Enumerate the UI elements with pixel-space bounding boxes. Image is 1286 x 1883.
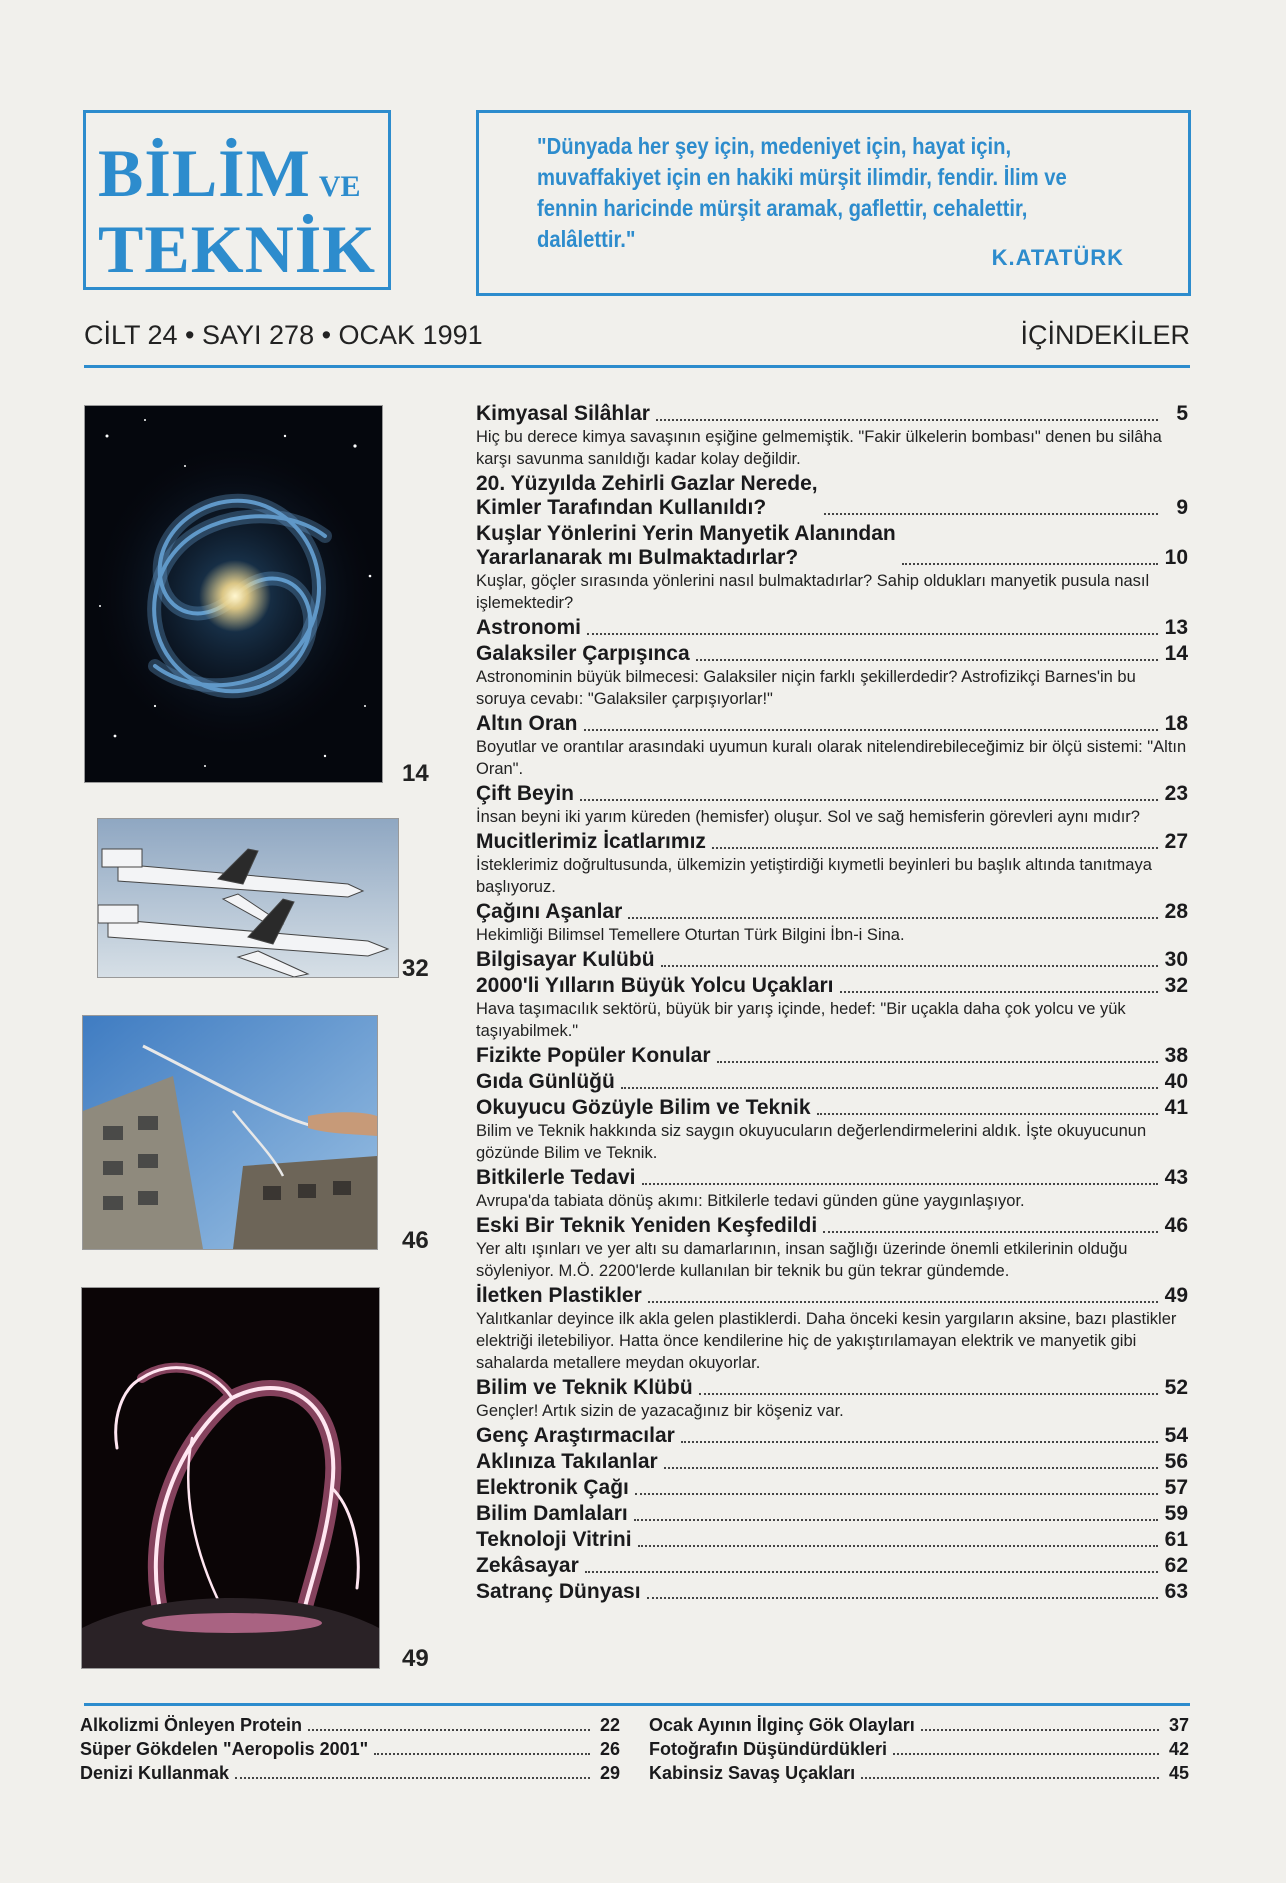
toc-entry-title: Fotoğrafın Düşündürdükleri bbox=[649, 1739, 887, 1759]
toc-entry-row bbox=[649, 1762, 1189, 1784]
toc-entry-row bbox=[649, 1714, 1189, 1736]
toc-entry-row bbox=[476, 1554, 1188, 1578]
toc-entry[interactable] bbox=[80, 1762, 620, 1784]
toc-entry[interactable] bbox=[476, 1528, 1188, 1552]
lightning-icon bbox=[82, 1288, 379, 1668]
toc-entry[interactable] bbox=[649, 1762, 1189, 1784]
toc-entry-title: Bilim Damlaları bbox=[476, 1502, 628, 1525]
toc-entry-page: 63 bbox=[1164, 1580, 1188, 1603]
toc-entry-description: Bilim ve Teknik hakkında siz saygın okuyucuların değerlendirmelerini aldık. İşte okuyucunun gözünde Bilim ve Teknik. bbox=[476, 1122, 1147, 1162]
bottom-list-right bbox=[649, 1714, 1189, 1786]
toc-entry[interactable] bbox=[476, 900, 1188, 946]
toc-entry[interactable] bbox=[476, 1284, 1188, 1374]
toc-entry-title: Bilgisayar Kulübü bbox=[476, 948, 655, 971]
toc-entry-page: 13 bbox=[1164, 616, 1188, 639]
photo-page-49: 49 bbox=[402, 1645, 429, 1672]
toc-entry-row bbox=[476, 1284, 1188, 1308]
toc-entry-row bbox=[476, 1096, 1188, 1120]
toc-entry-title: Altın Oran bbox=[476, 712, 578, 735]
toc-entry-row bbox=[476, 1070, 1188, 1094]
toc-entry-row bbox=[476, 948, 1188, 972]
toc-entry-page: 14 bbox=[1164, 642, 1188, 665]
toc-entry-title: Kabinsiz Savaş Uçakları bbox=[649, 1763, 856, 1783]
toc-entry[interactable] bbox=[476, 1476, 1188, 1500]
table-of-contents bbox=[476, 402, 1188, 1606]
toc-entry-title: Mucitlerimiz İcatlarımız bbox=[476, 830, 706, 853]
toc-entry-title: Bilim ve Teknik Klübü bbox=[476, 1376, 693, 1399]
toc-entry-page: 28 bbox=[1164, 900, 1188, 923]
toc-entry-row bbox=[476, 1580, 1188, 1604]
toc-entry-title: Galaksiler Çarpışınca bbox=[476, 642, 690, 665]
toc-entry-page: 26 bbox=[599, 1739, 620, 1759]
toc-entry-row bbox=[476, 472, 1188, 520]
dot-leader bbox=[696, 659, 1158, 661]
toc-entry[interactable] bbox=[476, 616, 1188, 640]
logo-word-ve: VE bbox=[318, 170, 361, 203]
logo-word-teknik: TEKNİK bbox=[98, 211, 377, 287]
toc-entry-description: İnsan beyni iki yarım küreden (hemisfer) oluşur. Sol ve sağ hemisferin görevleri aynı mıdır? bbox=[476, 808, 1140, 826]
toc-entry-description: Boyutlar ve orantılar arasındaki uyumun kuralı olarak nitelendirebileceğimiz bir ölçü sistemi: "Altın Oran". bbox=[476, 738, 1187, 778]
toc-entry[interactable] bbox=[476, 522, 1188, 614]
toc-entry-page: 62 bbox=[1164, 1554, 1188, 1577]
toc-entry-title: Kimyasal Silâhlar bbox=[476, 402, 650, 425]
toc-entry-description: Astronominin büyük bilmecesi: Galaksiler niçin farklı şekillerdedir? Astrofizikçi Barnes'in bu soruya cevabı: "Galaksiler çarpışıyorlar!" bbox=[476, 668, 1136, 708]
dot-leader bbox=[634, 1519, 1158, 1521]
toc-entry[interactable] bbox=[80, 1738, 620, 1760]
toc-entry-title: Çift Beyin bbox=[476, 782, 575, 805]
dot-leader bbox=[823, 1231, 1158, 1233]
dot-leader bbox=[635, 1493, 1158, 1495]
toc-entry-title: Elektronik Çağı bbox=[476, 1476, 629, 1499]
toc-entry[interactable] bbox=[476, 1166, 1188, 1212]
toc-entry-row bbox=[476, 1166, 1188, 1190]
dot-leader bbox=[628, 917, 1158, 919]
toc-entry[interactable] bbox=[476, 830, 1188, 898]
toc-entry-description: Hekimliği Bilimsel Temellere Oturtan Türk Bilgini İbn-i Sina. bbox=[476, 926, 905, 944]
toc-entry-title: Aklınıza Takılanlar bbox=[476, 1450, 658, 1473]
toc-entry[interactable] bbox=[476, 1070, 1188, 1094]
toc-entry-title: Teknoloji Vitrini bbox=[476, 1528, 632, 1551]
toc-entry-description: İsteklerimiz doğrultusunda, ülkemizin yetiştirdiği kıymetli beyinleri bu başlık altında tanıtmaya başlıyoruz. bbox=[476, 856, 1152, 896]
building-icon bbox=[83, 1016, 377, 1249]
quote-text: "Dünyada her şey için, medeniyet için, hayat için, muvaffakiyet için en hakiki mürşit ilimdir, fendir. İlim ve fennin haricinde mürşit aramak, gaflettir, cehalettir, dalâlettir." bbox=[537, 133, 1067, 252]
toc-entry[interactable] bbox=[649, 1738, 1189, 1760]
issue-info: CİLT 24 • SAYI 278 • OCAK 1991 bbox=[84, 320, 483, 350]
spiral-galaxy-photo bbox=[84, 405, 383, 783]
dot-leader bbox=[717, 1061, 1158, 1063]
toc-entry-row bbox=[80, 1738, 620, 1760]
toc-entry-page: 61 bbox=[1164, 1528, 1188, 1551]
dot-leader bbox=[921, 1729, 1159, 1731]
toc-entry-title: Ocak Ayının İlginç Gök Olayları bbox=[649, 1715, 915, 1735]
toc-entry[interactable] bbox=[476, 712, 1188, 780]
toc-entry-title: Okuyucu Gözüyle Bilim ve Teknik bbox=[476, 1096, 811, 1119]
toc-entry-row bbox=[476, 1528, 1188, 1552]
section-title: İÇİNDEKİLER bbox=[1020, 320, 1190, 350]
toc-entry[interactable] bbox=[649, 1714, 1189, 1736]
toc-entry-title: Gıda Günlüğü bbox=[476, 1070, 615, 1093]
toc-entry-page: 18 bbox=[1164, 712, 1188, 735]
issue-header bbox=[84, 320, 1190, 368]
airplane-icon bbox=[98, 819, 398, 977]
toc-entry-page: 49 bbox=[1164, 1284, 1188, 1307]
dot-leader bbox=[861, 1777, 1159, 1779]
toc-entry-row bbox=[476, 1502, 1188, 1526]
toc-entry[interactable] bbox=[476, 1580, 1188, 1604]
toc-entry-page: 5 bbox=[1176, 402, 1188, 425]
toc-entry-title: Zekâsayar bbox=[476, 1554, 579, 1577]
dot-leader bbox=[235, 1777, 590, 1779]
toc-entry-row bbox=[476, 1044, 1188, 1068]
toc-entry-title: Genç Araştırmacılar bbox=[476, 1424, 675, 1447]
dot-leader bbox=[656, 419, 1158, 421]
photo-page-14: 14 bbox=[402, 760, 429, 787]
toc-entry[interactable] bbox=[476, 1450, 1188, 1474]
toc-entry-row bbox=[476, 900, 1188, 924]
toc-entry-description: Hava taşımacılık sektörü, büyük bir yarış içinde, hedef: "Bir uçakla daha çok yolcu ve yük taşıyabilmek." bbox=[476, 1000, 1126, 1040]
toc-entry[interactable] bbox=[476, 1376, 1188, 1422]
toc-entry[interactable] bbox=[476, 974, 1188, 1042]
toc-entry-title: Astronomi bbox=[476, 616, 581, 639]
dot-leader bbox=[902, 563, 1158, 565]
spiral-galaxy-icon bbox=[85, 406, 382, 782]
toc-entry-page: 27 bbox=[1164, 830, 1188, 853]
toc-entry-page: 40 bbox=[1164, 1070, 1188, 1093]
dot-leader bbox=[580, 799, 1158, 801]
toc-entry-page: 57 bbox=[1164, 1476, 1188, 1499]
photo-page-46: 46 bbox=[402, 1227, 429, 1254]
toc-entry-page: 9 bbox=[1176, 496, 1188, 519]
dot-leader bbox=[840, 991, 1158, 993]
toc-entry-title: Eski Bir Teknik Yeniden Keşfedildi bbox=[476, 1214, 818, 1237]
toc-entry[interactable] bbox=[476, 948, 1188, 972]
toc-entry-page: 52 bbox=[1164, 1376, 1188, 1399]
toc-entry-page: 29 bbox=[599, 1763, 620, 1783]
toc-entry-title: Alkolizmi Önleyen Protein bbox=[80, 1715, 303, 1735]
dot-leader bbox=[638, 1545, 1158, 1547]
ataturk-quote bbox=[476, 110, 1191, 296]
toc-entry[interactable] bbox=[476, 472, 1188, 520]
toc-entry-title: Bitkilerle Tedavi bbox=[476, 1166, 636, 1189]
toc-entry-row bbox=[476, 1214, 1188, 1238]
toc-entry-description: Kuşlar, göçler sırasında yönlerini nasıl bulmaktadırlar? Sahip oldukları manyetik pusula nasıl işlemektedir? bbox=[476, 572, 1150, 612]
quote-author: K.ATATÜRK bbox=[991, 245, 1124, 270]
toc-entry-page: 41 bbox=[1164, 1096, 1188, 1119]
dot-leader bbox=[308, 1729, 590, 1731]
toc-entry-page: 54 bbox=[1164, 1424, 1188, 1447]
dot-leader bbox=[661, 965, 1158, 967]
toc-entry-row bbox=[476, 712, 1188, 736]
toc-entry[interactable] bbox=[476, 1214, 1188, 1282]
toc-entry-page: 38 bbox=[1164, 1044, 1188, 1067]
toc-entry-row bbox=[476, 1450, 1188, 1474]
toc-entry-row bbox=[476, 782, 1188, 806]
dot-leader bbox=[648, 1301, 1158, 1303]
toc-entry-title: 2000'li Yılların Büyük Yolcu Uçakları bbox=[476, 974, 834, 997]
toc-entry-description: Yalıtkanlar deyince ilk akla gelen plastiklerdi. Daha önceki kesin yargıların aksine, bazı plastikler elektriği iletebiliyor. Hatta önce kendilerine hiç de yakıştırılamayan elektrik ve manyetik gibi sahalarda metallere meydan okuyorlar. bbox=[476, 1310, 1177, 1372]
dot-leader bbox=[374, 1753, 590, 1755]
toc-entry-title: Satranç Dünyası bbox=[476, 1580, 641, 1603]
dowsing-rod-photo bbox=[82, 1015, 378, 1250]
toc-entry-page: 23 bbox=[1164, 782, 1188, 805]
toc-entry-description: Avrupa'da tabiata dönüş akımı: Bitkilerle tedavi günden güne yaygınlaşıyor. bbox=[476, 1192, 1025, 1210]
toc-entry-page: 46 bbox=[1164, 1214, 1188, 1237]
toc-entry[interactable] bbox=[476, 782, 1188, 828]
toc-entry-title: İletken Plastikler bbox=[476, 1284, 642, 1307]
magazine-logo bbox=[83, 110, 391, 290]
bottom-divider bbox=[84, 1703, 1190, 1706]
toc-entry-page: 43 bbox=[1164, 1166, 1188, 1189]
toc-entry-row bbox=[476, 1476, 1188, 1500]
toc-entry[interactable] bbox=[476, 1554, 1188, 1578]
toc-entry-row bbox=[649, 1738, 1189, 1760]
toc-entry-page: 32 bbox=[1164, 974, 1188, 997]
toc-entry[interactable] bbox=[80, 1714, 620, 1736]
toc-entry-row bbox=[476, 402, 1188, 426]
photo-page-32: 32 bbox=[402, 955, 429, 982]
logo-word-bilim: BİLİM bbox=[98, 135, 311, 211]
electric-discharge-photo bbox=[81, 1287, 380, 1669]
toc-entry-page: 56 bbox=[1164, 1450, 1188, 1473]
toc-entry-title: Fizikte Popüler Konular bbox=[476, 1044, 711, 1067]
bottom-list-left bbox=[80, 1714, 620, 1786]
dot-leader bbox=[699, 1393, 1158, 1395]
dot-leader bbox=[824, 513, 1158, 515]
toc-entry-page: 37 bbox=[1168, 1715, 1189, 1735]
dot-leader bbox=[817, 1113, 1158, 1115]
toc-entry-description: Hiç bu derece kimya savaşının eşiğine gelmemiştik. "Fakir ülkelerin bombası" denen bu silâha karşı savunma sanıldığı kadar kolay değildir. bbox=[476, 428, 1162, 468]
toc-entry[interactable] bbox=[476, 1096, 1188, 1164]
toc-entry-row bbox=[476, 830, 1188, 854]
toc-entry-page: 22 bbox=[599, 1715, 620, 1735]
toc-entry[interactable] bbox=[476, 1424, 1188, 1448]
toc-entry-row bbox=[476, 974, 1188, 998]
dot-leader bbox=[621, 1087, 1158, 1089]
toc-entry-description: Gençler! Artık sizin de yazacağınız bir köşeniz var. bbox=[476, 1402, 844, 1420]
toc-entry[interactable] bbox=[476, 1502, 1188, 1526]
toc-entry-row bbox=[476, 1424, 1188, 1448]
airliners-photo bbox=[97, 818, 399, 978]
toc-entry[interactable] bbox=[476, 642, 1188, 710]
toc-entry-description: Yer altı ışınları ve yer altı su damarlarının, insan sağlığı üzerinde önemli etkilerinin olduğu söyleniyor. M.Ö. 2200'lerde kullanılan bir teknik bu gün tekrar gündemde. bbox=[476, 1240, 1128, 1280]
dot-leader bbox=[642, 1183, 1158, 1185]
toc-entry[interactable] bbox=[476, 402, 1188, 470]
toc-entry-row bbox=[80, 1762, 620, 1784]
toc-entry-page: 42 bbox=[1168, 1739, 1189, 1759]
toc-entry[interactable] bbox=[476, 1044, 1188, 1068]
toc-entry-row bbox=[476, 616, 1188, 640]
dot-leader bbox=[681, 1441, 1158, 1443]
toc-entry-row bbox=[476, 642, 1188, 666]
dot-leader bbox=[585, 1571, 1158, 1573]
toc-entry-row bbox=[476, 522, 1188, 570]
toc-entry-page: 10 bbox=[1164, 546, 1188, 569]
toc-entry-title: Kuşlar Yönlerini Yerin Manyetik Alanından Yararlanarak mı Bulmaktadırlar? bbox=[476, 522, 896, 569]
dot-leader bbox=[712, 847, 1158, 849]
toc-entry-title: Denizi Kullanmak bbox=[80, 1763, 230, 1783]
toc-entry-title: Süper Gökdelen "Aeropolis 2001" bbox=[80, 1739, 369, 1759]
toc-entry-title: Çağını Aşanlar bbox=[476, 900, 623, 923]
toc-entry-row bbox=[476, 1376, 1188, 1400]
toc-entry-page: 45 bbox=[1168, 1763, 1189, 1783]
toc-entry-row bbox=[80, 1714, 620, 1736]
dot-leader bbox=[893, 1753, 1159, 1755]
dot-leader bbox=[647, 1597, 1158, 1599]
toc-entry-page: 59 bbox=[1164, 1502, 1188, 1525]
dot-leader bbox=[587, 633, 1158, 635]
dot-leader bbox=[664, 1467, 1158, 1469]
toc-entry-title: 20. Yüzyılda Zehirli Gazlar Nerede, Kimler Tarafından Kullanıldı? bbox=[476, 472, 818, 519]
dot-leader bbox=[584, 729, 1158, 731]
toc-entry-page: 30 bbox=[1164, 948, 1188, 971]
